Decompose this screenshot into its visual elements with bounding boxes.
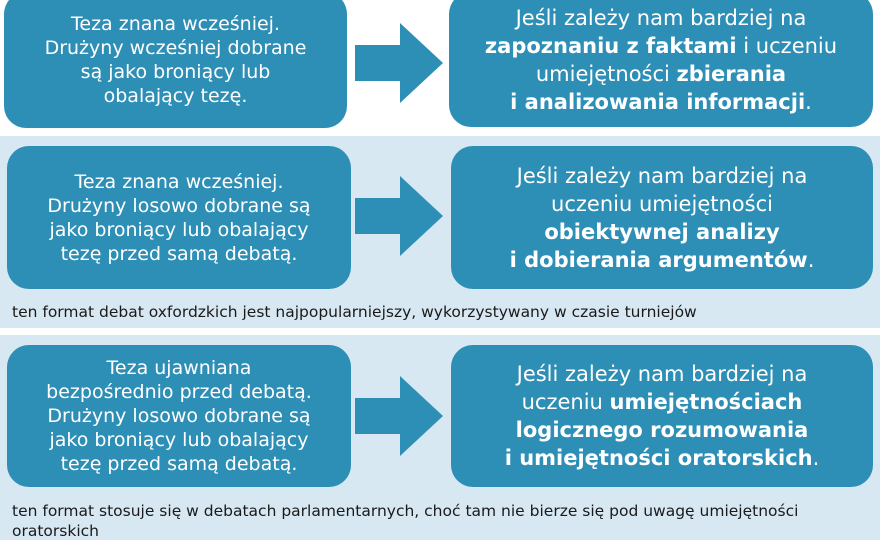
goal-text-segment: Jeśli zależy nam bardziej na bbox=[516, 362, 808, 386]
condition-line: jako broniący lub obalający bbox=[49, 218, 309, 241]
goal-line bbox=[485, 88, 837, 116]
goal-emphasis: i umiejętności oratorskich bbox=[504, 446, 813, 470]
goal-text-segment: i uczeniu bbox=[736, 33, 838, 58]
goal-emphasis: umiejętnościach bbox=[609, 390, 803, 414]
goal-emphasis: zapoznaniu z faktami bbox=[484, 33, 737, 58]
row-3-goal-box bbox=[451, 345, 873, 487]
row-2-condition-text bbox=[47, 170, 310, 266]
condition-line: Drużyny wcześniej dobrane bbox=[44, 37, 307, 59]
row-2-arrow-icon bbox=[355, 176, 445, 256]
goal-line bbox=[510, 162, 815, 190]
goal-line bbox=[485, 60, 837, 88]
goal-emphasis: i dobierania argumentów bbox=[509, 247, 808, 272]
goal-line bbox=[505, 416, 820, 444]
goal-emphasis: obiektywnej analizy bbox=[544, 219, 780, 244]
goal-line bbox=[485, 32, 837, 60]
goal-emphasis: zbierania bbox=[676, 61, 787, 86]
condition-line: tezę przed samą debatą. bbox=[60, 242, 298, 265]
goal-text-segment: umiejętności bbox=[535, 61, 677, 86]
row-3-separator bbox=[0, 328, 880, 335]
condition-line: Drużyny losowo dobrane są bbox=[47, 194, 311, 217]
goal-text-segment: . bbox=[807, 247, 815, 272]
goal-emphasis: i analizowania informacji bbox=[510, 89, 806, 114]
condition-line: są jako broniący lub bbox=[80, 61, 271, 83]
goal-line bbox=[510, 246, 815, 274]
condition-line: tezę przed samą debatą. bbox=[60, 453, 298, 475]
row-1-condition-text bbox=[45, 12, 307, 108]
row-3-note: ten format stosuje się w debatach parlamentarnych, choć tam nie bierze się pod uwagę umiejętności oratorskich bbox=[12, 502, 799, 540]
row-3-condition-box bbox=[7, 345, 351, 487]
goal-line bbox=[505, 388, 820, 416]
condition-line: Drużyny losowo dobrane są bbox=[47, 405, 311, 427]
goal-text-segment: . bbox=[812, 446, 820, 470]
row-3-goal-text bbox=[505, 360, 820, 472]
goal-line bbox=[505, 360, 820, 388]
row-1-goal-box bbox=[449, 0, 873, 127]
goal-text-segment: uczeniu bbox=[521, 390, 610, 414]
goal-emphasis: logicznego rozumowania bbox=[515, 418, 809, 442]
row-1-arrow-icon bbox=[355, 23, 445, 103]
row-3-arrow-icon bbox=[355, 376, 445, 456]
row-2-goal-text bbox=[510, 162, 815, 274]
goal-line bbox=[510, 218, 815, 246]
condition-line: bezpośrednio przed debatą. bbox=[46, 381, 312, 403]
goal-text-segment: Jeśli zależy nam bardziej na bbox=[516, 163, 808, 188]
condition-line: Teza znana wcześniej. bbox=[71, 13, 280, 35]
row-1-condition-box bbox=[4, 0, 347, 128]
goal-line bbox=[485, 4, 837, 32]
row-1-goal-text bbox=[485, 4, 837, 116]
condition-line: Teza znana wcześniej. bbox=[74, 170, 284, 193]
goal-line bbox=[505, 444, 820, 472]
condition-line: Teza ujawniana bbox=[106, 357, 252, 379]
row-2-goal-box bbox=[451, 146, 873, 289]
condition-line: obalający tezę. bbox=[103, 85, 248, 107]
goal-text-segment: . bbox=[805, 89, 812, 114]
condition-line: jako broniący lub obalający bbox=[49, 429, 309, 451]
row-2-note: ten format debat oxfordzkich jest najpopularniejszy, wykorzystywany w czasie turniejów bbox=[12, 303, 697, 321]
goal-text-segment: uczeniu umiejętności bbox=[551, 191, 773, 216]
goal-text-segment: Jeśli zależy nam bardziej na bbox=[515, 5, 807, 30]
goal-line bbox=[510, 190, 815, 218]
row-3-condition-text bbox=[46, 356, 312, 476]
row-2-condition-box bbox=[7, 146, 351, 289]
